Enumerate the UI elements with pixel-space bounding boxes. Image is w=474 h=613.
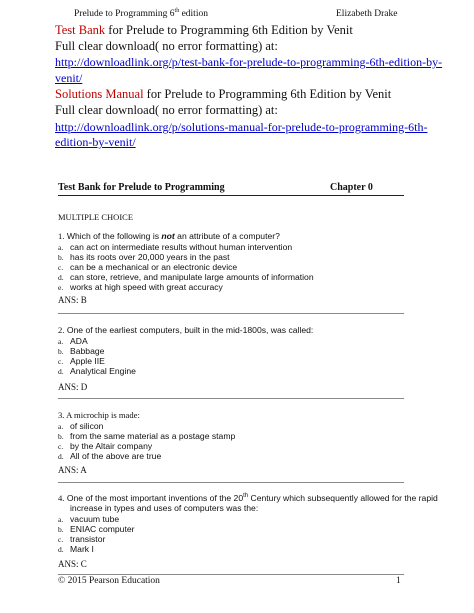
question-1 [58, 231, 280, 241]
option-item [58, 534, 105, 544]
option-text: can store, retrieve, and manipulate large amounts of information [70, 272, 314, 282]
answer-2: ANS: D [58, 382, 88, 392]
question-number: 4. [58, 493, 65, 503]
option-text: Mark I [70, 544, 94, 554]
test-bank-link-line1[interactable]: http://downloadlink.org/p/test-bank-for-prelude-to-programming-6th-edition-by- [55, 55, 443, 69]
question-text: A microchip is made: [64, 410, 140, 420]
question-divider [58, 482, 404, 483]
answer-3: ANS: A [58, 465, 87, 475]
question-text: One of the earliest computers, built in the mid-1800s, was called: [64, 325, 314, 335]
page-number: 1 [396, 576, 401, 586]
option-text: ADA [70, 336, 88, 346]
question-3 [58, 410, 140, 420]
option-item [58, 451, 161, 461]
question-emphasis: not [161, 231, 175, 241]
option-letter: c. [58, 263, 64, 272]
question-4 [58, 493, 438, 503]
section-heading: MULTIPLE CHOICE [58, 212, 134, 222]
full-clear-download-2: Full clear download( no error formatting) at: [55, 103, 278, 117]
option-letter: d. [58, 273, 64, 282]
answer-1: ANS: B [58, 295, 87, 305]
option-item [58, 242, 292, 252]
solutions-manual-title: for Prelude to Programming 6th Edition by Venit [143, 87, 392, 101]
option-letter: c. [58, 535, 64, 544]
option-text: Apple IIE [70, 356, 105, 366]
question-divider [58, 398, 404, 399]
test-bank-title: for Prelude to Programming 6th Edition by Venit [105, 23, 353, 37]
document-title: Test Bank for Prelude to Programming [58, 182, 225, 193]
option-text: from the same material as a postage stamp [70, 431, 236, 441]
header-title: Prelude to Programming 6 [74, 9, 175, 19]
option-letter: b. [58, 253, 64, 262]
option-text: works at high speed with great accuracy [70, 282, 223, 292]
option-letter: a. [58, 515, 64, 524]
option-letter: d. [58, 545, 64, 554]
question-text-rest: an attribute of a computer? [174, 231, 280, 241]
option-letter: b. [58, 347, 64, 356]
running-header-author: Elizabeth Drake [336, 9, 398, 19]
option-text: Babbage [70, 346, 105, 356]
question-number: 1. [58, 231, 65, 241]
option-item [58, 441, 152, 451]
question-text-rest: Century which subsequently allowed for the rapid [248, 493, 438, 503]
header-title-sup: th [174, 7, 180, 14]
option-letter: d. [58, 367, 64, 376]
option-item [58, 524, 134, 534]
test-bank-label: Test Bank [55, 23, 106, 37]
full-clear-download-1: Full clear download( no error formatting) at: [55, 39, 278, 53]
title-rule [58, 195, 404, 196]
option-text: ENIAC computer [70, 524, 135, 534]
option-text: All of the above are true [70, 451, 162, 461]
option-letter: b. [58, 432, 64, 441]
option-item [58, 282, 223, 292]
question-2 [58, 325, 313, 335]
answer-4: ANS: C [58, 559, 87, 569]
solutions-manual-label: Solutions Manual [55, 87, 144, 101]
option-letter: a. [58, 337, 64, 346]
option-text: of silicon [70, 421, 104, 431]
question-4-line2: increase in types and uses of computers was the: [70, 503, 259, 513]
option-text: can act on intermediate results without human intervention [70, 242, 293, 252]
question-text: Which of the following is [64, 231, 162, 241]
running-header-left [74, 9, 208, 19]
test-bank-link-line2[interactable]: venit/ [55, 71, 83, 85]
option-text: has its roots over 20,000 years in the past [70, 252, 230, 262]
question-number: 3. [58, 410, 65, 420]
option-item [58, 336, 88, 346]
solutions-link-line1[interactable]: http://downloadlink.org/p/solutions-manual-for-prelude-to-programming-6th- [55, 120, 428, 134]
test-bank-line [55, 23, 353, 38]
option-letter: d. [58, 452, 64, 461]
option-text: Analytical Engine [70, 366, 136, 376]
option-item [58, 356, 105, 366]
option-item [58, 544, 94, 554]
option-item [58, 272, 314, 282]
footer-copyright: © 2015 Pearson Education [58, 576, 160, 586]
option-item [58, 262, 237, 272]
option-item [58, 421, 103, 431]
option-text: vacuum tube [70, 514, 120, 524]
option-letter: a. [58, 243, 64, 252]
option-letter: e. [58, 283, 64, 292]
option-letter: c. [58, 357, 64, 366]
header-title-suffix: edition [179, 9, 208, 19]
chapter-label: Chapter 0 [330, 182, 373, 193]
question-text: One of the most important inventions of the 20 [64, 493, 244, 503]
option-item [58, 431, 235, 441]
option-letter: b. [58, 525, 64, 534]
option-text: by the Altair company [70, 441, 153, 451]
option-item [58, 366, 136, 376]
option-text: transistor [70, 534, 106, 544]
solutions-link-line2[interactable]: edition-by-venit/ [55, 135, 136, 149]
solutions-manual-line [55, 87, 391, 102]
question-number: 2. [58, 325, 65, 335]
option-item [58, 514, 119, 524]
question-divider [58, 574, 404, 575]
option-letter: c. [58, 442, 64, 451]
option-item [58, 346, 104, 356]
option-item [58, 252, 230, 262]
option-letter: a. [58, 422, 64, 431]
question-text-sup: th [243, 493, 249, 500]
question-divider [58, 313, 404, 314]
option-text: can be a mechanical or an electronic device [70, 262, 238, 272]
